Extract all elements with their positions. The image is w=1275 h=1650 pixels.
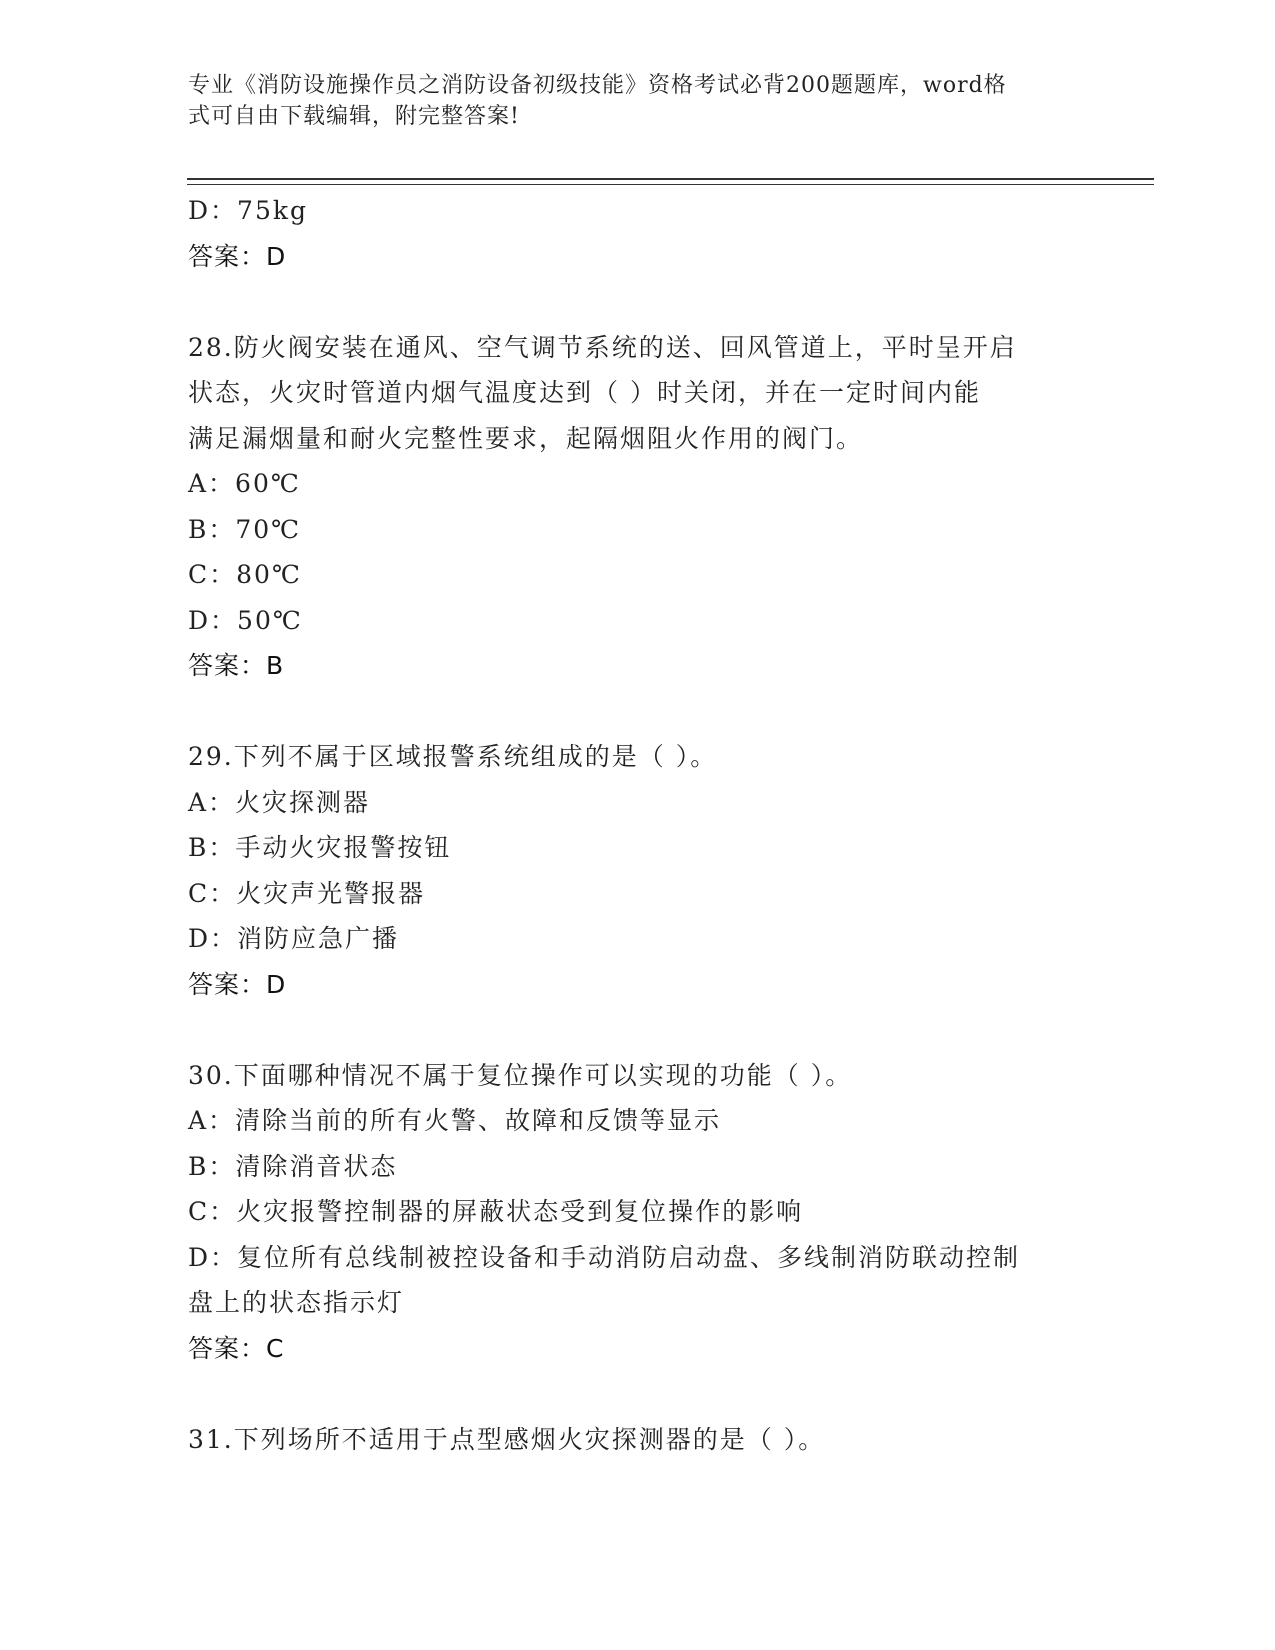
answer: 答案：B: [188, 651, 285, 680]
spacer: [188, 689, 1088, 735]
option-a: A：60℃: [188, 469, 301, 498]
option-d: D：消防应急广播: [188, 924, 400, 953]
header-line-2: 式可自由下载编辑，附完整答案!: [188, 104, 520, 129]
answer: 答案：D: [188, 241, 287, 271]
question-text: 满足漏烟量和耐火完整性要求，起隔烟阻火作用的阀门。: [188, 423, 864, 453]
answer: 答案：D: [188, 969, 287, 999]
spacer: [188, 279, 1088, 325]
question-30: [188, 1053, 1088, 1372]
question-text: 状态，火灾时管道内烟气温度达到（ ）时关闭，并在一定时间内能: [188, 378, 981, 407]
option-d-continued: 盘上的状态指示灯: [188, 1288, 405, 1317]
option-c: C：火灾报警控制器的屏蔽状态受到复位操作的影响: [188, 1197, 804, 1226]
previous-question-tail: [188, 188, 1088, 279]
header-divider: [187, 178, 1154, 185]
question-29: [188, 734, 1088, 1007]
question-text: 31.下列场所不适用于点型感烟火灾探测器的是（ ）。: [188, 1424, 826, 1454]
header-line-1: 专业《消防设施操作员之消防设备初级技能》资格考试必背200题题库，word格: [188, 73, 1007, 98]
answer: 答案：C: [188, 1333, 285, 1363]
option-c: C：火灾声光警报器: [188, 878, 426, 908]
option-b: B：清除消音状态: [188, 1151, 398, 1181]
question-text: 29.下列不属于区域报警系统组成的是（ ）。: [188, 742, 718, 771]
question-text: 28.防火阀安装在通风、空气调节系统的送、回风管道上，平时呈开启: [188, 332, 1017, 362]
question-31: [188, 1417, 1088, 1463]
option-c: C：80℃: [188, 560, 302, 589]
option-d: D：75kg: [188, 196, 309, 225]
spacer: [188, 1007, 1088, 1053]
spacer: [188, 1371, 1088, 1417]
question-list: [188, 188, 1088, 1462]
question-28: [188, 325, 1088, 689]
option-d: D：复位所有总线制被控设备和手动消防启动盘、多线制消防联动控制: [188, 1242, 1021, 1272]
option-a: A：清除当前的所有火警、故障和反馈等显示: [188, 1106, 722, 1135]
option-b: B：手动火灾报警按钮: [188, 833, 452, 862]
question-text: 30.下面哪种情况不属于复位操作可以实现的功能（ ）。: [188, 1060, 853, 1090]
option-a: A：火灾探测器: [188, 787, 371, 817]
option-b: B：70℃: [188, 514, 302, 544]
option-d: D：50℃: [188, 605, 303, 635]
page-header: [188, 70, 1068, 132]
